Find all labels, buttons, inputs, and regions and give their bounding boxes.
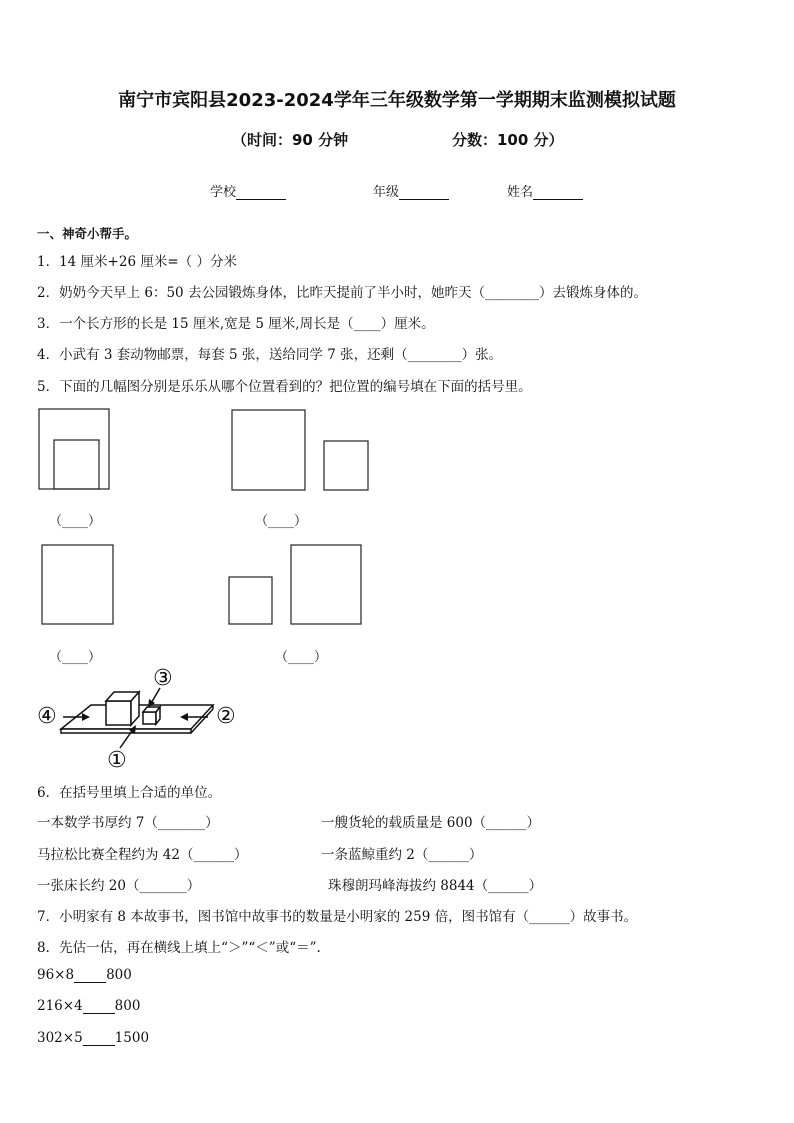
position-1-label: ① [107, 748, 127, 773]
position-2-label: ② [216, 704, 236, 729]
q6-item-4[interactable]: 一条蓝鲸重约 2（______） [321, 847, 483, 863]
question-5: 5．下面的几幅图分别是乐乐从哪个位置看到的？把位置的编号填在下面的括号里。 [37, 379, 532, 395]
view4-small-square [229, 577, 272, 624]
q8-item-3[interactable] [37, 1030, 149, 1046]
q8-item-1[interactable] [37, 967, 132, 983]
q8-item-3-left: 302×5 [37, 1030, 83, 1046]
q8-item-3-blank[interactable] [83, 1032, 115, 1046]
view1-small-square [54, 440, 99, 489]
page-title: 南宁市宾阳县2023-2024学年三年级数学第一学期期末监测模拟试题 [118, 90, 676, 111]
grade-label: 年级 [373, 185, 400, 200]
view2-small-square [324, 441, 368, 490]
question-6: 6．在括号里填上合适的单位。 [37, 785, 222, 801]
question-1: 1．14 厘米+26 厘米=（ ）分米 [37, 254, 237, 270]
q6-item-6[interactable]: 珠穆朗玛峰海拔约 8844（______） [328, 878, 543, 894]
q8-item-2[interactable] [37, 998, 140, 1014]
view4-large-square [291, 545, 361, 624]
q8-item-1-left: 96×8 [37, 967, 75, 983]
question-3: 3．一个长方形的长是 15 厘米,宽是 5 厘米,周长是（____）厘米。 [37, 316, 435, 332]
q8-item-3-right: 1500 [114, 1030, 150, 1046]
q6-item-2[interactable]: 一艘货轮的载质量是 600（______） [321, 815, 541, 831]
exam-score: 分数：100 分） [452, 131, 564, 149]
question-2: 2．奶奶今天早上 6：50 去公园锻炼身体，比昨天提前了半小时，她昨天（________）去锻炼身体的。 [37, 285, 647, 301]
q8-item-2-left: 216×4 [37, 998, 83, 1014]
q5-blank-3[interactable]: （____） [49, 650, 102, 665]
section-title: 一、神奇小帮手。 [37, 226, 138, 241]
name-label: 姓名 [507, 185, 534, 200]
school-label: 学校 [210, 185, 237, 200]
q8-item-1-right: 800 [106, 967, 132, 983]
q5-blank-1[interactable]: （____） [49, 514, 102, 529]
view3-square [42, 545, 113, 624]
q6-item-5[interactable]: 一张床长约 20（_______） [37, 878, 201, 894]
q8-item-2-blank[interactable] [83, 1000, 115, 1014]
question-4: 4．小武有 3 套动物邮票，每套 5 张，送给同学 7 张，还剩（________）张。 [37, 347, 503, 363]
position-4-label: ④ [37, 704, 57, 729]
q5-blank-2[interactable]: （____） [255, 514, 308, 529]
view2-large-square [232, 410, 305, 490]
q5-3d-scene [61, 688, 213, 748]
q6-item-3[interactable]: 马拉松比赛全程约为 42（______） [37, 847, 248, 863]
position-3-label: ③ [153, 666, 173, 691]
question-8: 8．先估一估，再在横线上填上“＞”“＜”或“＝”. [37, 940, 321, 956]
q5-blank-4[interactable]: （____） [275, 650, 328, 665]
q6-item-1[interactable]: 一本数学书厚约 7（_______） [37, 815, 219, 831]
q8-item-2-right: 800 [114, 998, 141, 1014]
question-7: 7．小明家有 8 本故事书，图书馆中故事书的数量是小明家的 259 倍，图书馆有（______）故事书。 [37, 909, 638, 925]
exam-time: （时间：90 分钟 [232, 131, 349, 149]
q8-item-1-blank[interactable] [74, 969, 106, 983]
